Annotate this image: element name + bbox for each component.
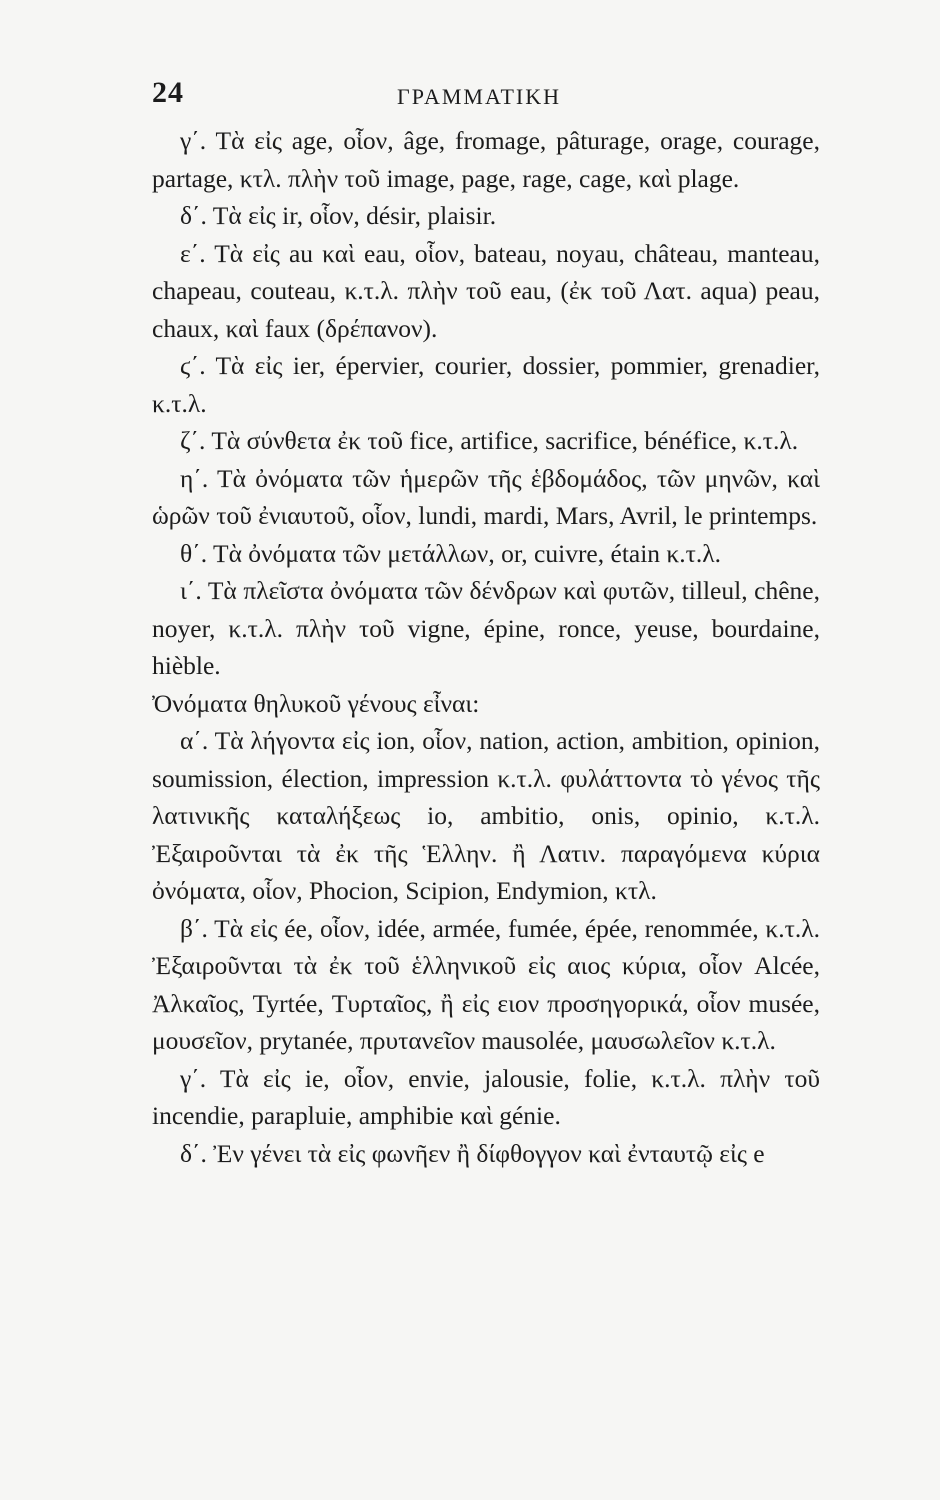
paragraph-eta-days: η΄. Τὰ ὀνόματα τῶν ἡμερῶν τῆς ἑβδομάδος, τῶν μηνῶν, καὶ ὡρῶν τοῦ ἐνιαυτοῦ, οἷον, lundi, mardi, Mars, Avril, le printemps. [152,463,820,530]
running-title: ΓΡΑΜΜΑΤΙΚΗ [397,84,561,109]
page-header [152,76,820,116]
paragraph-iota-trees: ι΄. Τὰ πλεῖστα ὀνόματα τῶν δένδρων καὶ φυτῶν, tilleul, chêne, noyer, κ.τ.λ. πλὴν τοῦ vigne, épine, ronce, yeuse, bourdaine, hièble. [152,576,820,680]
paragraph-gamma-age: γ΄. Τὰ εἰς age, οἷον, âge, fromage, pâturage, orage, courage, partage, κτλ. πλὴν τοῦ image, page, rage, cage, καὶ plage. [152,126,820,193]
body-text [152,122,820,1172]
paragraph-stigma-ier: ϛ΄. Τὰ εἰς ier, épervier, courier, dossier, pommier, grenadier, κ.τ.λ. [152,351,820,418]
paragraph-alpha-ion: α΄. Τὰ λήγοντα εἰς ion, οἷον, nation, action, ambition, opinion, soumission, élection, impression κ.τ.λ. φυλάττοντα τὸ γένος τῆς λατινικῆς καταλήξεως io, ambitio, onis, opinio, κ.τ.λ. Ἐξαιροῦνται τὰ ἐκ τῆς Ἑλλην. ἢ Λατιν. παραγόμενα κύρια ὀνόματα, οἷον, Phocion, Scipion, Endymion, κτλ. [152,726,820,905]
paragraph-delta-ir: δ΄. Τὰ εἰς ir, οἷον, désir, plaisir. [180,201,497,230]
page-number: 24 [152,76,184,109]
paragraph-gamma-ie: γ΄. Τὰ εἰς ie, οἷον, envie, jalousie, folie, κ.τ.λ. πλὴν τοῦ incendie, parapluie, amphibie καὶ génie. [152,1063,820,1130]
section-heading-feminine: Ὀνόματα θηλυκοῦ γένους εἶναι: [152,688,480,718]
paragraph-zeta-fice: ζ΄. Τὰ σύνθετα ἐκ τοῦ fice, artifice, sacrifice, bénéfice, κ.τ.λ. [180,426,799,455]
paragraph-beta-ee: β΄. Τὰ εἰς ée, οἷον, idée, armée, fumée, épée, renommée, κ.τ.λ. Ἐξαιροῦνται τὰ ἐκ τοῦ ἑλληνικοῦ εἰς αιος κύρια, οἷον Alcée, Ἀλκαῖος, Tyrtée, Τυρταῖος, ἢ εἰς ειον προσηγορικά, οἷον musée, μουσεῖον, prytanée, πρυτανεῖον mausolée, μαυσωλεῖον κ.τ.λ. [152,913,820,1055]
paragraph-epsilon-eau: ε΄. Τὰ εἰς au καὶ eau, οἷον, bateau, noyau, château, manteau, chapeau, couteau, κ.τ.λ. πλὴν τοῦ eau, (ἐκ τοῦ Λατ. aqua) peau, chaux, καὶ faux (δρέπανον). [152,238,820,343]
paragraph-delta-vowel: δ΄. Ἐν γένει τὰ εἰς φωνῆεν ἢ δίφθογγον καὶ ἐνταυτῷ εἰς e [180,1138,765,1168]
paragraph-theta-metals: θ΄. Τὰ ὀνόματα τῶν μετάλλων, or, cuivre, étain κ.τ.λ. [180,538,722,568]
